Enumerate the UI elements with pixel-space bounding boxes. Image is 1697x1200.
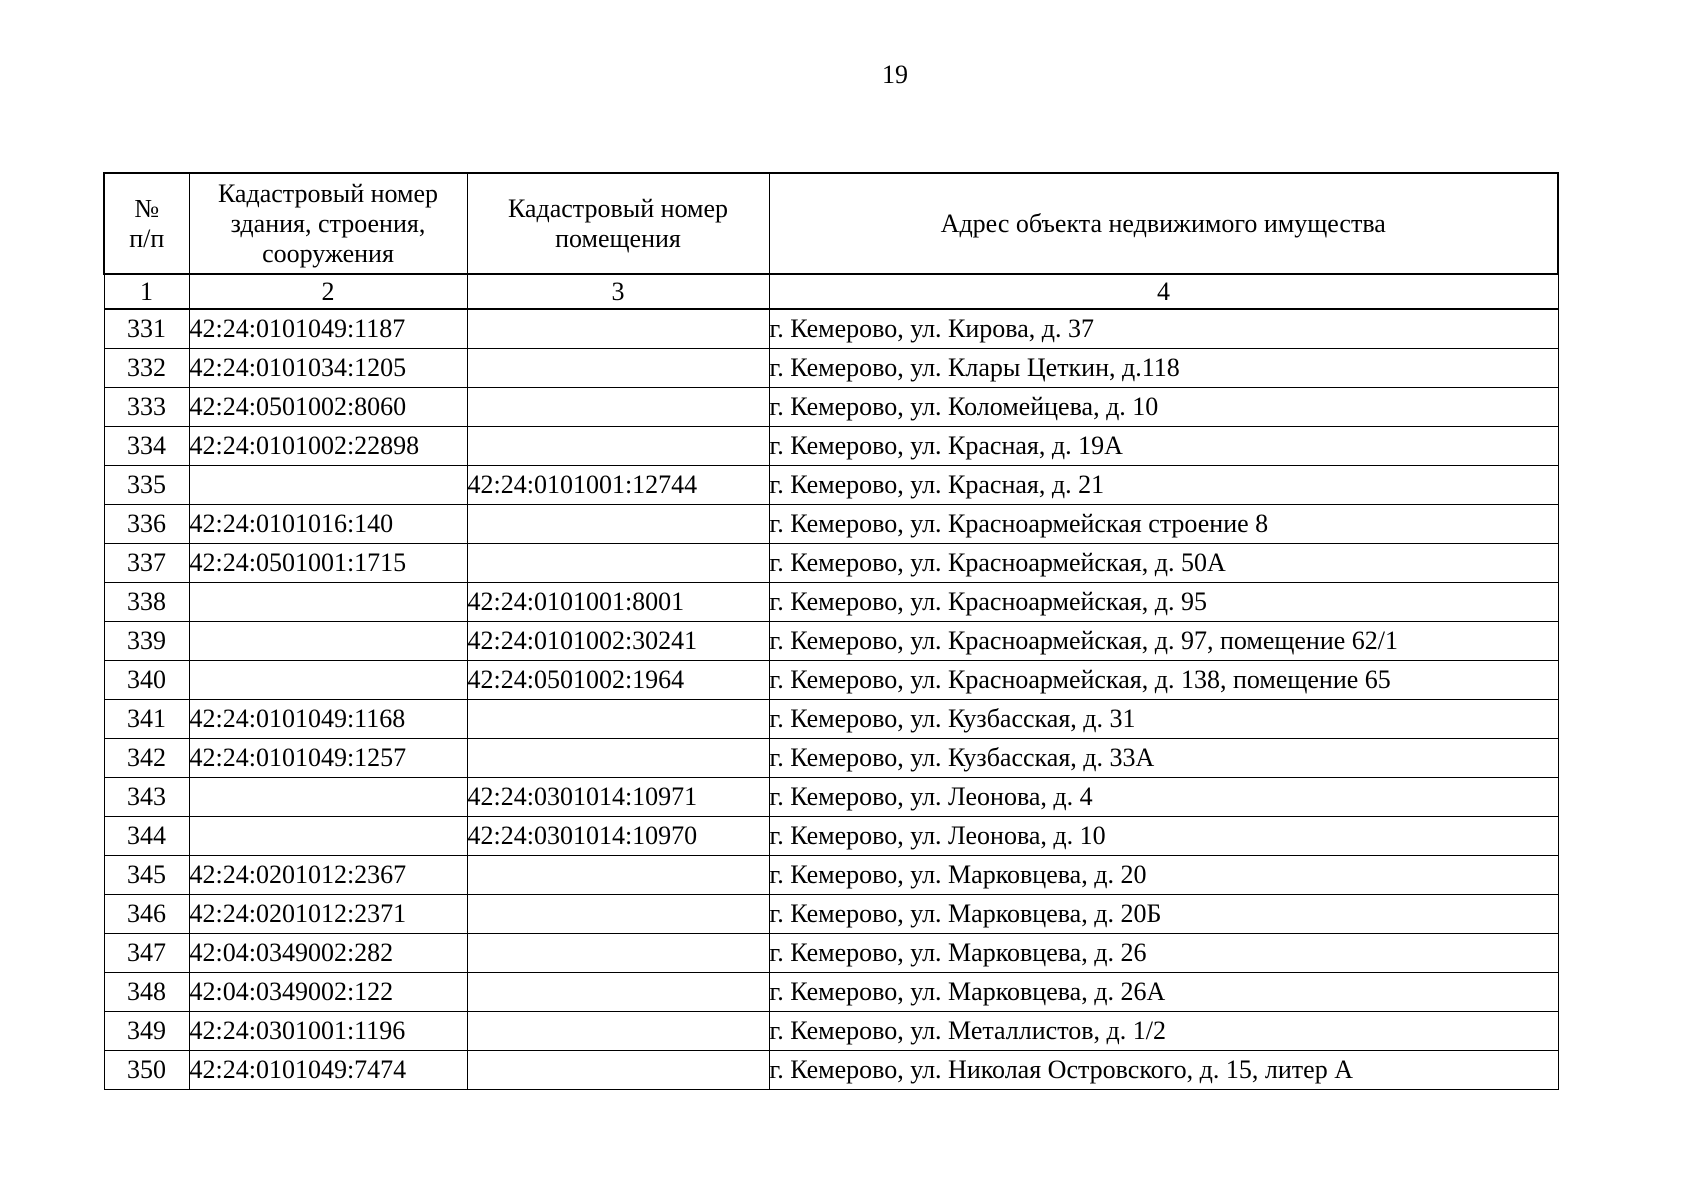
row-number-cell: 346: [104, 895, 189, 934]
header-address: Адрес объекта недвижимого имущества: [769, 173, 1558, 274]
address-cell: г. Кемерово, ул. Леонова, д. 10: [769, 817, 1558, 856]
row-number-cell: 344: [104, 817, 189, 856]
header-building-cadastral: Кадастровый номер здания, строения, сооружения: [189, 173, 467, 274]
address-cell: г. Кемерово, ул. Металлистов, д. 1/2: [769, 1012, 1558, 1051]
table-row: [104, 661, 1558, 700]
address-cell: г. Кемерово, ул. Красноармейская строение 8: [769, 505, 1558, 544]
room-cadastral-cell: [467, 934, 769, 973]
address-cell: г. Кемерово, ул. Красноармейская, д. 97, помещение 62/1: [769, 622, 1558, 661]
address-cell: г. Кемерово, ул. Коломейцева, д. 10: [769, 388, 1558, 427]
column-number: 1: [104, 274, 189, 309]
table-row: [104, 895, 1558, 934]
row-number-cell: 338: [104, 583, 189, 622]
room-cadastral-cell: 42:24:0101002:30241: [467, 622, 769, 661]
header-row-number-text: № п/п: [129, 193, 165, 253]
row-number-cell: 341: [104, 700, 189, 739]
room-cadastral-cell: [467, 973, 769, 1012]
building-cadastral-cell: 42:24:0101049:1168: [189, 700, 467, 739]
address-cell: г. Кемерово, ул. Красная, д. 19А: [769, 427, 1558, 466]
table-row: [104, 388, 1558, 427]
room-cadastral-cell: [467, 388, 769, 427]
address-cell: г. Кемерово, ул. Кирова, д. 37: [769, 309, 1558, 349]
address-cell: г. Кемерово, ул. Красная, д. 21: [769, 466, 1558, 505]
room-cadastral-cell: 42:24:0501002:1964: [467, 661, 769, 700]
table-row: [104, 778, 1558, 817]
building-cadastral-cell: 42:24:0501001:1715: [189, 544, 467, 583]
table-row: [104, 427, 1558, 466]
building-cadastral-cell: 42:04:0349002:122: [189, 973, 467, 1012]
address-cell: г. Кемерово, ул. Леонова, д. 4: [769, 778, 1558, 817]
table-row: [104, 309, 1558, 349]
room-cadastral-cell: [467, 427, 769, 466]
row-number-cell: 336: [104, 505, 189, 544]
room-cadastral-cell: [467, 856, 769, 895]
room-cadastral-cell: [467, 349, 769, 388]
room-cadastral-cell: 42:24:0101001:12744: [467, 466, 769, 505]
room-cadastral-cell: 42:24:0301014:10970: [467, 817, 769, 856]
building-cadastral-cell: [189, 817, 467, 856]
room-cadastral-cell: [467, 505, 769, 544]
table-row: [104, 466, 1558, 505]
table-row: [104, 1012, 1558, 1051]
row-number-cell: 335: [104, 466, 189, 505]
table-row: [104, 700, 1558, 739]
table-row: [104, 739, 1558, 778]
row-number-cell: 349: [104, 1012, 189, 1051]
address-cell: г. Кемерово, ул. Марковцева, д. 20Б: [769, 895, 1558, 934]
table-row: [104, 856, 1558, 895]
table-row: [104, 583, 1558, 622]
building-cadastral-cell: 42:04:0349002:282: [189, 934, 467, 973]
table-row: [104, 1051, 1558, 1090]
table-row: [104, 349, 1558, 388]
table-row: [104, 622, 1558, 661]
room-cadastral-cell: [467, 544, 769, 583]
row-number-cell: 334: [104, 427, 189, 466]
row-number-cell: 345: [104, 856, 189, 895]
row-number-cell: 332: [104, 349, 189, 388]
table-row: [104, 934, 1558, 973]
room-cadastral-cell: 42:24:0301014:10971: [467, 778, 769, 817]
row-number-cell: 347: [104, 934, 189, 973]
table-body: [104, 309, 1558, 1090]
table-row: [104, 505, 1558, 544]
address-cell: г. Кемерово, ул. Марковцева, д. 26: [769, 934, 1558, 973]
building-cadastral-cell: 42:24:0101049:1257: [189, 739, 467, 778]
building-cadastral-cell: 42:24:0501002:8060: [189, 388, 467, 427]
column-number: 3: [467, 274, 769, 309]
building-cadastral-cell: 42:24:0101049:7474: [189, 1051, 467, 1090]
column-number: 2: [189, 274, 467, 309]
row-number-cell: 350: [104, 1051, 189, 1090]
room-cadastral-cell: [467, 1051, 769, 1090]
table-row: [104, 973, 1558, 1012]
row-number-cell: 340: [104, 661, 189, 700]
page-number: 19: [882, 60, 908, 89]
address-cell: г. Кемерово, ул. Марковцева, д. 20: [769, 856, 1558, 895]
address-cell: г. Кемерово, ул. Красноармейская, д. 138, помещение 65: [769, 661, 1558, 700]
building-cadastral-cell: 42:24:0201012:2367: [189, 856, 467, 895]
table-row: [104, 817, 1558, 856]
row-number-cell: 342: [104, 739, 189, 778]
row-number-cell: 348: [104, 973, 189, 1012]
row-number-cell: 339: [104, 622, 189, 661]
address-cell: г. Кемерово, ул. Красноармейская, д. 50А: [769, 544, 1558, 583]
address-cell: г. Кемерово, ул. Кузбасская, д. 33А: [769, 739, 1558, 778]
room-cadastral-cell: [467, 895, 769, 934]
building-cadastral-cell: [189, 583, 467, 622]
building-cadastral-cell: 42:24:0101016:140: [189, 505, 467, 544]
building-cadastral-cell: [189, 466, 467, 505]
header-room-cadastral: Кадастровый номер помещения: [467, 173, 769, 274]
row-number-cell: 343: [104, 778, 189, 817]
building-cadastral-cell: 42:24:0201012:2371: [189, 895, 467, 934]
table-header-row: [104, 173, 1558, 274]
row-number-cell: 331: [104, 309, 189, 349]
table-row: [104, 544, 1558, 583]
address-cell: г. Кемерово, ул. Николая Островского, д. 15, литер А: [769, 1051, 1558, 1090]
building-cadastral-cell: 42:24:0301001:1196: [189, 1012, 467, 1051]
address-cell: г. Кемерово, ул. Красноармейская, д. 95: [769, 583, 1558, 622]
room-cadastral-cell: [467, 739, 769, 778]
building-cadastral-cell: 42:24:0101034:1205: [189, 349, 467, 388]
column-number: 4: [769, 274, 1558, 309]
room-cadastral-cell: 42:24:0101001:8001: [467, 583, 769, 622]
room-cadastral-cell: [467, 1012, 769, 1051]
building-cadastral-cell: 42:24:0101002:22898: [189, 427, 467, 466]
building-cadastral-cell: 42:24:0101049:1187: [189, 309, 467, 349]
building-cadastral-cell: [189, 778, 467, 817]
address-cell: г. Кемерово, ул. Марковцева, д. 26А: [769, 973, 1558, 1012]
building-cadastral-cell: [189, 661, 467, 700]
address-cell: г. Кемерово, ул. Клары Цеткин, д.118: [769, 349, 1558, 388]
address-cell: г. Кемерово, ул. Кузбасская, д. 31: [769, 700, 1558, 739]
column-number-row: [104, 274, 1558, 309]
header-row-number: [104, 173, 189, 274]
room-cadastral-cell: [467, 700, 769, 739]
room-cadastral-cell: [467, 309, 769, 349]
building-cadastral-cell: [189, 622, 467, 661]
row-number-cell: 337: [104, 544, 189, 583]
property-registry-table: [103, 172, 1559, 1090]
row-number-cell: 333: [104, 388, 189, 427]
